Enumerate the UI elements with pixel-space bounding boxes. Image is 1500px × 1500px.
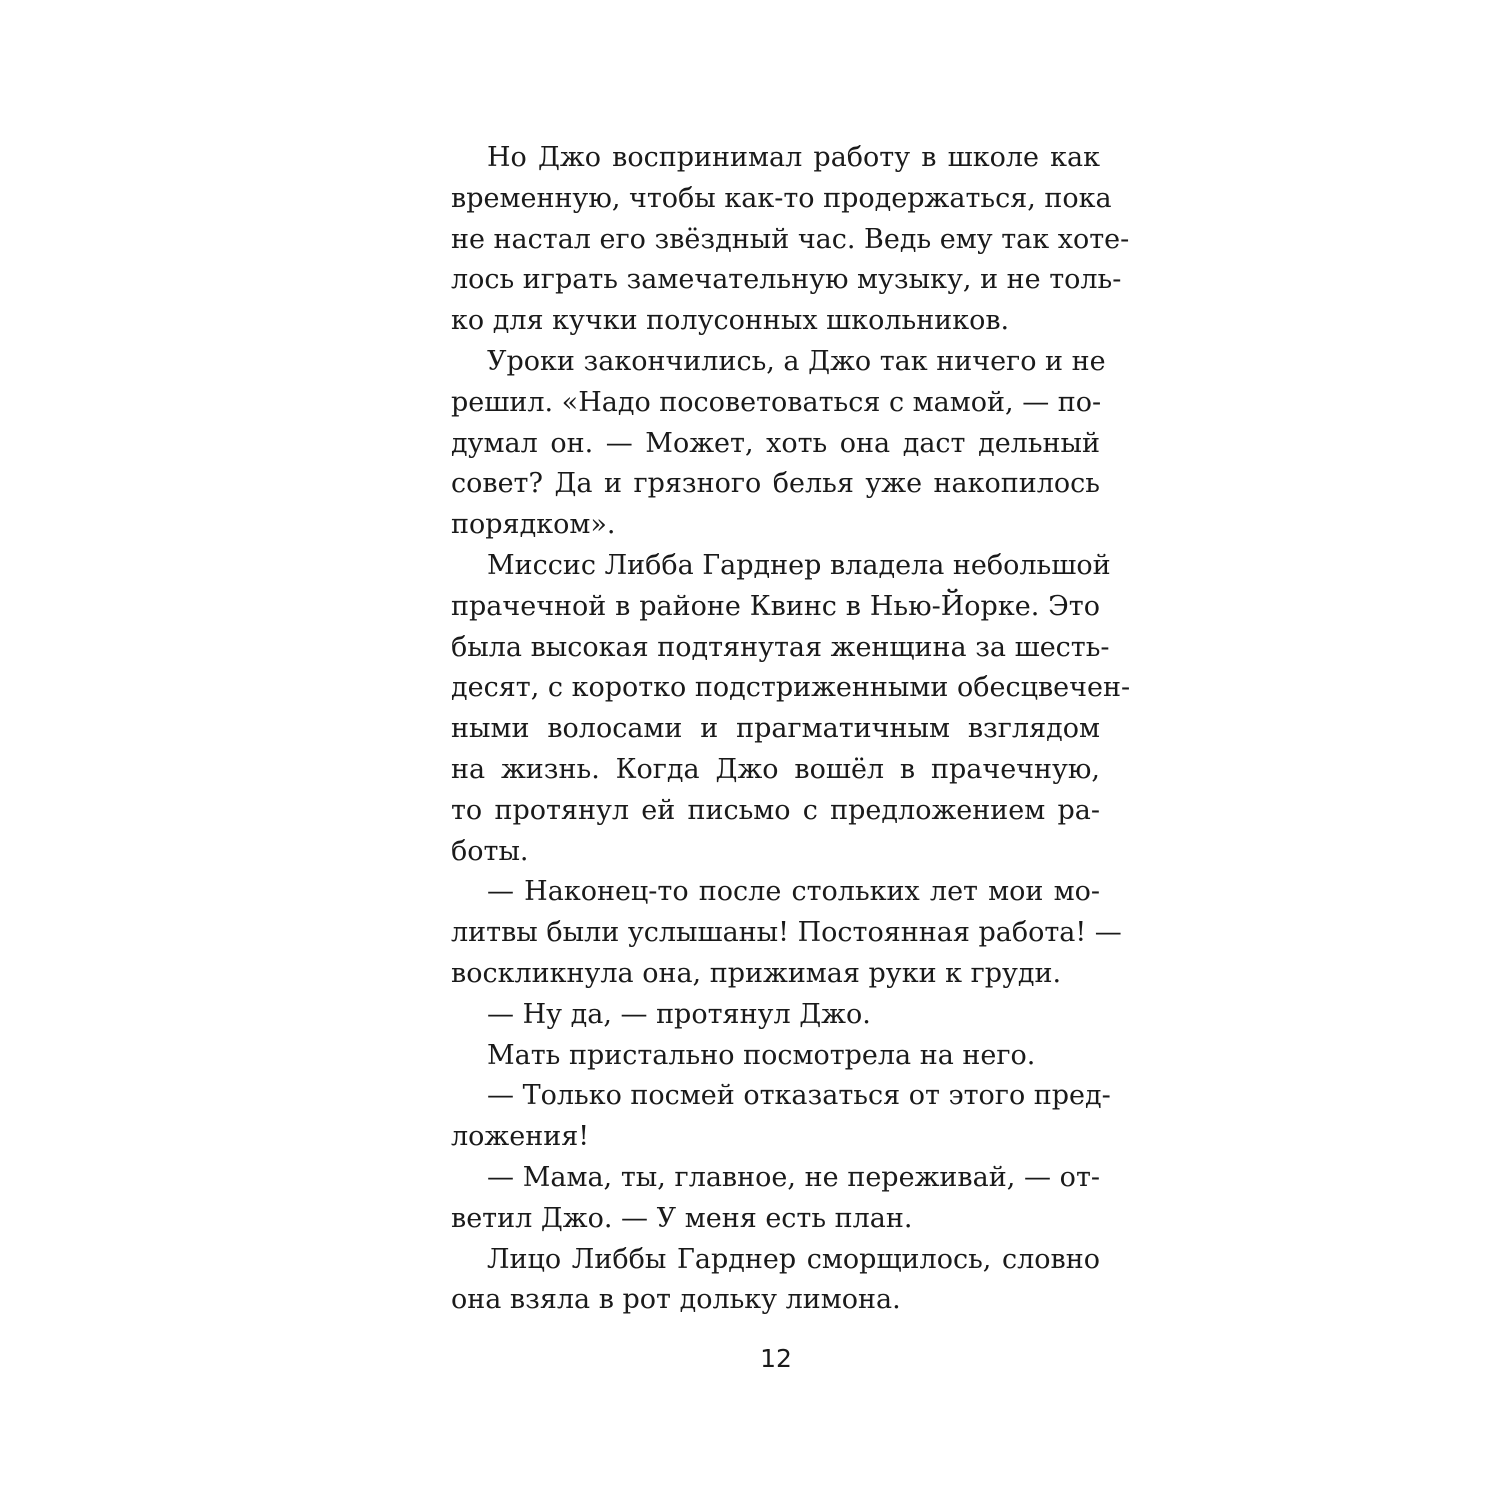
text-line: то протянул ей письмо с предложением ра- xyxy=(451,794,1100,826)
text-line: решил. «Надо посоветоваться с мамой, — по- xyxy=(451,386,1102,418)
text-line: — Только посмей отказаться от этого пред- xyxy=(487,1080,1111,1112)
paragraph-8 xyxy=(451,1158,1100,1240)
text-line: порядком». xyxy=(451,509,616,541)
text-line: Уроки закончились, а Джо так ничего и не xyxy=(487,345,1106,377)
paragraph-9 xyxy=(451,1240,1100,1322)
paragraph-6 xyxy=(451,1036,1100,1077)
text-line: Но Джо воспринимал работу в школе как xyxy=(487,142,1100,173)
body-text xyxy=(451,138,1131,1321)
paragraph-4 xyxy=(451,872,1122,994)
text-line: временную, чтобы как-то продержаться, пока xyxy=(451,182,1112,214)
text-line: — Ну да, — протянул Джо. xyxy=(487,998,871,1030)
text-line: Миссис Либба Гарднер владела небольшой xyxy=(487,549,1111,581)
paragraph-1 xyxy=(451,138,1130,342)
text-line: ко для кучки полусонных школьников. xyxy=(451,305,1010,337)
text-line: прачечной в районе Квинс в Нью-Йорке. Это xyxy=(451,590,1100,622)
text-line: была высокая подтянутая женщина за шесть- xyxy=(451,631,1110,663)
text-line: на жизнь. Когда Джо вошёл в прачечную, xyxy=(451,753,1100,785)
text-line: боты. xyxy=(451,835,529,867)
text-line: лось играть замечательную музыку, и не толь- xyxy=(451,264,1122,296)
text-line: совет? Да и грязного белья уже накопилось xyxy=(451,468,1100,500)
text-line: литвы были услышаны! Постоянная работа! — xyxy=(451,917,1122,949)
paragraph-2 xyxy=(451,342,1106,546)
paragraph-3 xyxy=(451,546,1131,872)
text-line: Мать пристально посмотрела на него. xyxy=(487,1039,1036,1071)
text-line: — Наконец-то после стольких лет мои мо- xyxy=(487,876,1100,908)
text-line: не настал его звёздный час. Ведь ему так хоте- xyxy=(451,223,1130,255)
text-line: ложения! xyxy=(451,1121,590,1153)
text-line: воскликнула она, прижимая руки к груди. xyxy=(451,957,1062,989)
text-line: ветил Джо. — У меня есть план. xyxy=(451,1202,913,1234)
text-line: десят, с коротко подстриженными обесцвечен- xyxy=(451,672,1131,704)
text-line: ными волосами и прагматичным взглядом xyxy=(451,713,1100,745)
text-line: Лицо Либбы Гарднер сморщилось, словно xyxy=(487,1243,1100,1275)
page-number: 12 xyxy=(760,1344,792,1373)
paragraph-5 xyxy=(451,995,1100,1036)
paragraph-7 xyxy=(451,1076,1111,1158)
text-line: — Мама, ты, главное, не переживай, — от- xyxy=(487,1161,1100,1193)
text-line: думал он. — Может, хоть она даст дельный xyxy=(451,427,1100,459)
text-line: она взяла в рот дольку лимона. xyxy=(451,1284,901,1316)
